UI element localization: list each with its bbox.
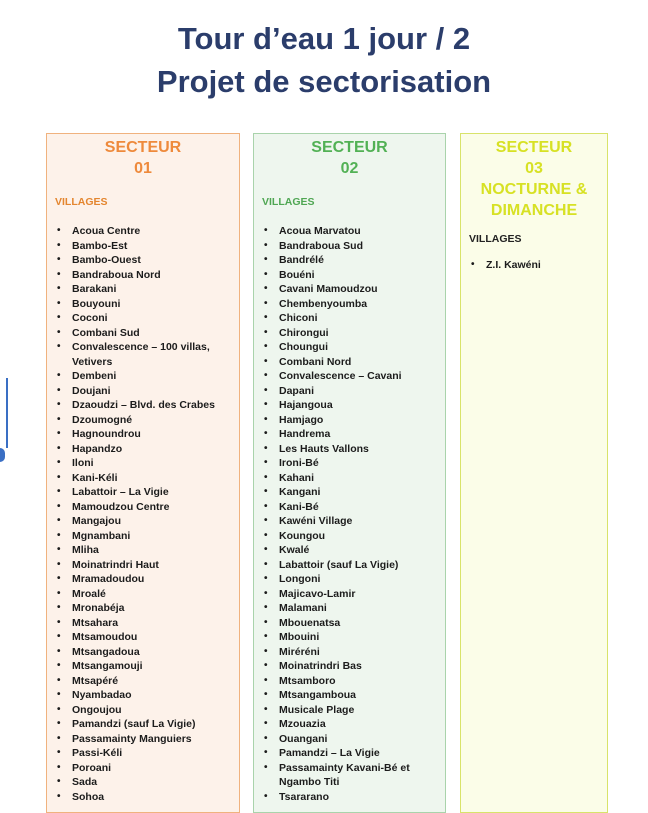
village-item: • Combani Nord <box>260 355 441 370</box>
village-item: • Dapani <box>260 384 441 399</box>
left-edge-fragment <box>0 378 8 448</box>
village-item: • Bambo-Est <box>53 239 235 254</box>
village-item: • Labattoir (sauf La Vigie) <box>260 558 441 573</box>
village-item: • Dembeni <box>53 369 235 384</box>
village-item: • Bandrélé <box>260 253 441 268</box>
sector-03-villages-label: VILLAGES <box>469 233 522 245</box>
village-item: • Iloni <box>53 456 235 471</box>
village-item: • Kani-Kéli <box>53 471 235 486</box>
village-item: • Dzaoudzi – Blvd. des Crabes <box>53 398 235 413</box>
village-item: • Moinatrindri Haut <box>53 558 235 573</box>
sector-01-heading <box>47 137 239 179</box>
village-item: • Musicale Plage <box>260 703 441 718</box>
village-item: • Passamainty Kavani-Bé et Ngambo Titi <box>260 761 441 790</box>
sector-02-village-list <box>260 224 441 804</box>
village-item: • Kangani <box>260 485 441 500</box>
village-item: • Chirongui <box>260 326 441 341</box>
village-item: • Choungui <box>260 340 441 355</box>
sector-02-villages-label: VILLAGES <box>262 196 315 208</box>
village-item: • Doujani <box>53 384 235 399</box>
village-item: • Hamjago <box>260 413 441 428</box>
village-item: • Z.I. Kawéni <box>467 258 603 273</box>
sector-heading-line: DIMANCHE <box>490 202 578 219</box>
village-item: • Majicavo-Lamir <box>260 587 441 602</box>
village-item: • Convalescence – 100 villas, Vetivers <box>53 340 235 369</box>
village-item: • Nyambadao <box>53 688 235 703</box>
page-title-line-2: Projet de sectorisation <box>156 64 492 99</box>
village-item: • Ongoujou <box>53 703 235 718</box>
village-item: • Poroani <box>53 761 235 776</box>
village-item: • Acoua Centre <box>53 224 235 239</box>
village-item: • Hajangoua <box>260 398 441 413</box>
village-item: • Les Hauts Vallons <box>260 442 441 457</box>
village-item: • Tsararano <box>260 790 441 805</box>
sector-03-heading <box>461 137 607 221</box>
village-item: • Mramadoudou <box>53 572 235 587</box>
village-item: • Mtsangamouji <box>53 659 235 674</box>
village-item: • Longoni <box>260 572 441 587</box>
village-item: • Combani Sud <box>53 326 235 341</box>
village-item: • Chembenyoumba <box>260 297 441 312</box>
village-item: • Cavani Mamoudzou <box>260 282 441 297</box>
sector-heading-line: SECTEUR <box>495 139 573 156</box>
village-item: • Sada <box>53 775 235 790</box>
village-item: • Mliha <box>53 543 235 558</box>
village-item: • Hapandzo <box>53 442 235 457</box>
village-item: • Mtsapéré <box>53 674 235 689</box>
sector-03-village-list <box>467 258 603 273</box>
village-item: • Mbouini <box>260 630 441 645</box>
village-item: • Mzouazia <box>260 717 441 732</box>
village-item: • Pamandzi (sauf La Vigie) <box>53 717 235 732</box>
village-item: • Mbouenatsa <box>260 616 441 631</box>
village-item: • Kawéni Village <box>260 514 441 529</box>
sector-03-panel <box>460 133 608 813</box>
village-item: • Mtsamoudou <box>53 630 235 645</box>
village-item: • Mtsamboro <box>260 674 441 689</box>
village-item: • Hagnoundrou <box>53 427 235 442</box>
village-item: • Mangajou <box>53 514 235 529</box>
sector-02-heading <box>254 137 445 179</box>
village-item: • Pamandzi – La Vigie <box>260 746 441 761</box>
village-item: • Coconi <box>53 311 235 326</box>
village-item: • Labattoir – La Vigie <box>53 485 235 500</box>
village-item: • Bambo-Ouest <box>53 253 235 268</box>
village-item: • Mtsangadoua <box>53 645 235 660</box>
village-item: • Miréréni <box>260 645 441 660</box>
village-item: • Kani-Bé <box>260 500 441 515</box>
sector-heading-line: NOCTURNE & <box>480 181 588 198</box>
village-item: • Acoua Marvatou <box>260 224 441 239</box>
sector-heading-line: SECTEUR <box>311 139 388 156</box>
village-item: • Mamoudzou Centre <box>53 500 235 515</box>
village-item: • Handrema <box>260 427 441 442</box>
village-item: • Barakani <box>53 282 235 297</box>
sector-01-village-list <box>53 224 235 804</box>
village-item: • Koungou <box>260 529 441 544</box>
village-item: • Bouéni <box>260 268 441 283</box>
village-item: • Chiconi <box>260 311 441 326</box>
left-edge-dot <box>0 448 5 462</box>
village-item: • Dzoumogné <box>53 413 235 428</box>
village-item: • Mroalé <box>53 587 235 602</box>
village-item: • Bandraboua Nord <box>53 268 235 283</box>
village-item: • Mgnambani <box>53 529 235 544</box>
village-item: • Passi-Kéli <box>53 746 235 761</box>
village-item: • Passamainty Manguiers <box>53 732 235 747</box>
village-item: • Kwalé <box>260 543 441 558</box>
village-item: • Bouyouni <box>53 297 235 312</box>
village-item: • Mtsahara <box>53 616 235 631</box>
village-item: • Convalescence – Cavani <box>260 369 441 384</box>
village-item: • Malamani <box>260 601 441 616</box>
page-title-line-1: Tour d’eau 1 jour / 2 <box>177 21 471 56</box>
village-item: • Mtsangamboua <box>260 688 441 703</box>
sector-02-panel <box>253 133 446 813</box>
village-item: • Ouangani <box>260 732 441 747</box>
sector-01-villages-label: VILLAGES <box>55 196 108 208</box>
village-item: • Kahani <box>260 471 441 486</box>
sector-heading-line: 02 <box>340 160 359 177</box>
sector-heading-line: SECTEUR <box>104 139 182 156</box>
sector-heading-line: 03 <box>525 160 543 177</box>
village-item: • Ironi-Bé <box>260 456 441 471</box>
sector-heading-line: 01 <box>134 160 152 177</box>
village-item: • Mronabéja <box>53 601 235 616</box>
sector-01-panel <box>46 133 240 813</box>
village-item: • Moinatrindri Bas <box>260 659 441 674</box>
village-item: • Sohoa <box>53 790 235 805</box>
village-item: • Bandraboua Sud <box>260 239 441 254</box>
